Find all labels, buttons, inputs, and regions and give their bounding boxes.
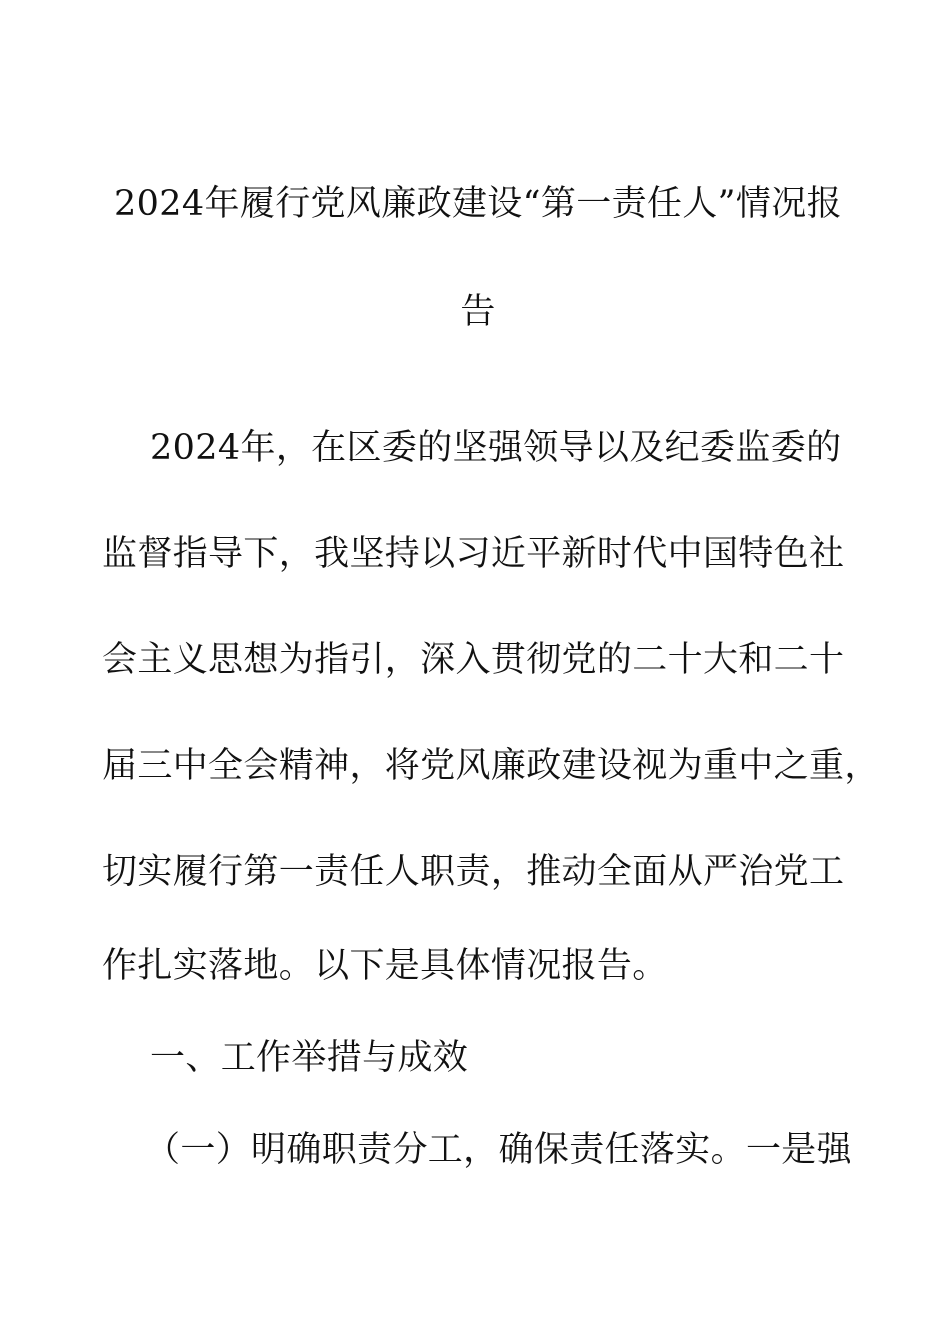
subsection-line: （一）明确职责分工，确保责任落实。一是强	[145, 1130, 853, 1170]
paragraph-line: 切实履行第一责任人职责，推动全面从严治党工	[102, 852, 845, 892]
paragraph-line: 作扎实落地。以下是具体情况报告。	[102, 946, 668, 986]
paragraph-line: 会主义思想为指引，深入贯彻党的二十大和二十	[102, 640, 845, 680]
paragraph-line: 2024年，在区委的坚强领导以及纪委监委的	[150, 428, 842, 468]
paragraph-line: 届三中全会精神，将党风廉政建设视为重中之重，	[102, 746, 880, 786]
section-heading: 一、工作举措与成效	[150, 1038, 469, 1078]
paragraph-line: 监督指导下，我坚持以习近平新时代中国特色社	[102, 534, 845, 574]
document-title-line-2: 告	[460, 292, 496, 332]
document-title-line-1: 2024年履行党风廉政建设“第一责任人”情况报	[114, 184, 842, 224]
